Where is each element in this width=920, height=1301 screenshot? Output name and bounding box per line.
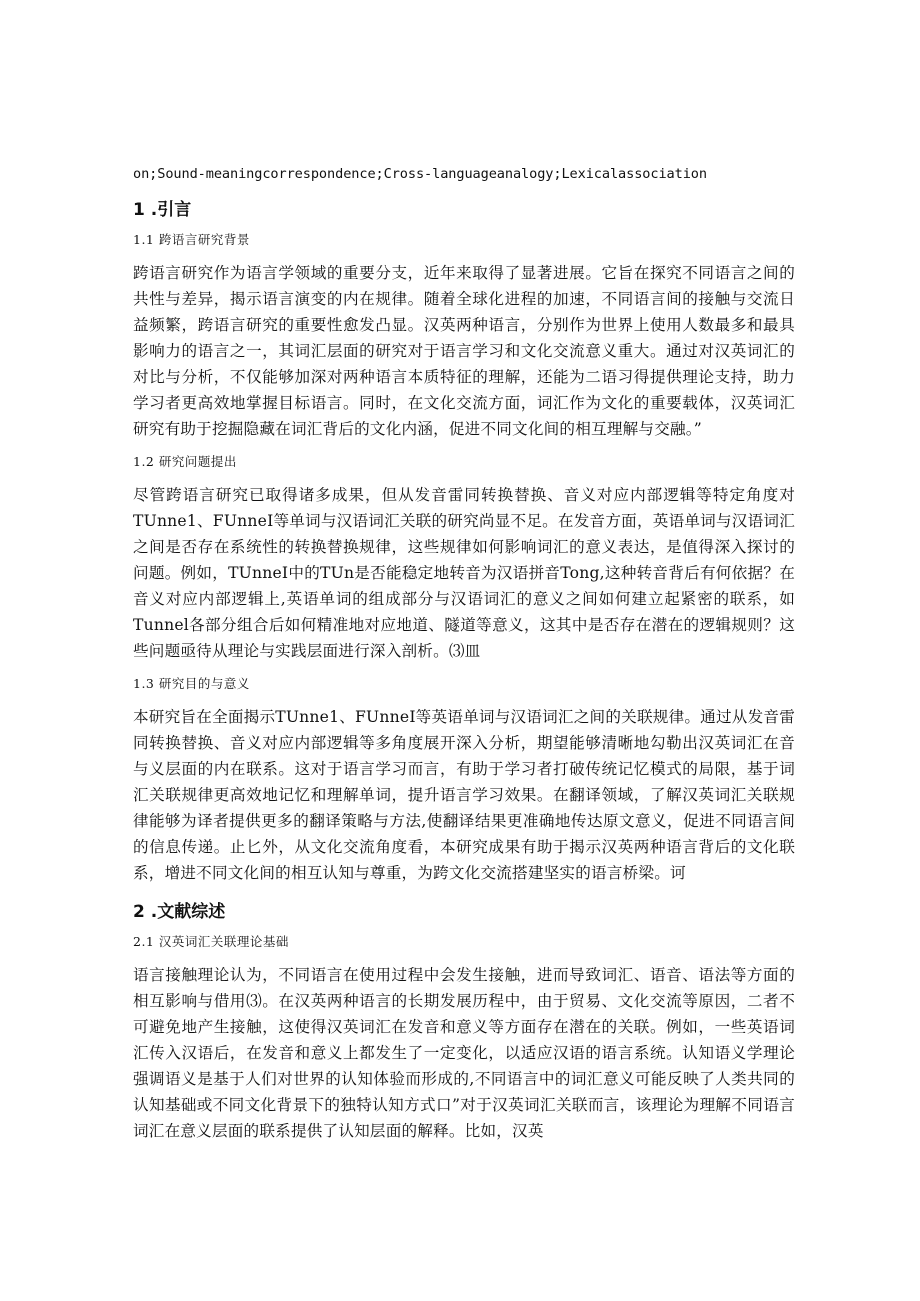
section-title-literature-review: 2 .文献综述 bbox=[133, 902, 226, 922]
paragraph-research-question: 尽管跨语言研究已取得诸多成果，但从发音雷同转换替换、音义对应内部逻辑等特定角度对TUnne1、FUnneI等单词与汉语词汇关联的研究尚显不足。在发音方面，英语单词与汉语词汇之间是否存在系统性的转换替换规律，这些规律如何影响词汇的意义表达，是值得深入探讨的问题。例如，TUnneI中的TUn是否能稳定地转音为汉语拼音Tong,这种转音背后有何依据？在音义对应内部逻辑上,英语单词的组成部分与汉语词汇的意义之间如何建立起紧密的联系，如Tunnel各部分组合后如何精准地对应地道、隧道等意义，这其中是否存在潜在的逻辑规则？这些问题亟待从理论与实践层面进行深入剖析。⑶皿 bbox=[133, 486, 795, 660]
subsection-title-background: 1.1 跨语言研究背景 bbox=[133, 232, 250, 247]
paragraph-purpose: 本研究旨在全面揭示TUnne1、FUnneI等英语单词与汉语词汇之间的关联规律。通过从发音雷同转换替换、音义对应内部逻辑等多角度展开深入分析，期望能够清晰地勾勒出汉英词汇在音与义层面的内在联系。这对于语言学习而言，有助于学习者打破传统记忆模式的局限，基于词汇关联规律更高效地记忆和理解单词，提升语言学习效果。在翻译领域，了解汉英词汇关联规律能够为译者提供更多的翻译策略与方法,使翻译结果更准确地传达原文意义，促进不同语言间的信息传递。止匕外，从文化交流角度看，本研究成果有助于揭示汉英两种语言背后的文化联系，增进不同文化间的相互认知与尊重，为跨文化交流搭建坚实的语言桥梁。诃 bbox=[133, 708, 795, 882]
paragraph-theory-basis: 语言接触理论认为，不同语言在使用过程中会发生接触，进而导致词汇、语音、语法等方面的相互影响与借用⑶。在汉英两种语言的长期发展历程中，由于贸易、文化交流等原因，二者不可避免地产生接触，这使得汉英词汇在发音和意义等方面存在潜在的关联。例如，一些英语词汇传入汉语后，在发音和意义上都发生了一定变化，以适应汉语的语言系统。认知语义学理论强调语义是基于人们对世界的认知体验而形成的,不同语言中的词汇意义可能反映了人类共同的认知基础或不同文化背景下的独特认知方式口”对于汉英词汇关联而言，该理论为理解不同语言词汇在意义层面的联系提供了认知层面的解释。比如，汉英 bbox=[133, 966, 795, 1140]
document-page bbox=[133, 164, 795, 1154]
paragraph-background: 跨语言研究作为语言学领域的重要分支，近年来取得了显著进展。它旨在探究不同语言之间的共性与差异，揭示语言演变的内在规律。随着全球化进程的加速，不同语言间的接触与交流日益频繁，跨语言研究的重要性愈发凸显。汉英两种语言，分别作为世界上使用人数最多和最具影响力的语言之一，其词汇层面的研究对于语言学习和文化交流意义重大。通过对汉英词汇的对比与分析，不仅能够加深对两种语言本质特征的理解，还能为二语习得提供理论支持，助力学习者更高效地掌握目标语言。同时，在文化交流方面，词汇作为文化的重要载体，汉英词汇研究有助于挖掘隐藏在词汇背后的文化内涵，促进不同文化间的相互理解与交融。” bbox=[133, 264, 795, 438]
subsection-title-theory-basis: 2.1 汉英词汇关联理论基础 bbox=[133, 934, 289, 949]
keywords-line: on;Sound-meaningcorrespondence;Cross-languageanalogy;Lexicalassociation bbox=[133, 166, 707, 182]
subsection-title-research-question: 1.2 研究问题提出 bbox=[133, 454, 237, 469]
subsection-title-purpose: 1.3 研究目的与意义 bbox=[133, 676, 250, 691]
section-title-introduction: 1 .引言 bbox=[133, 200, 192, 220]
